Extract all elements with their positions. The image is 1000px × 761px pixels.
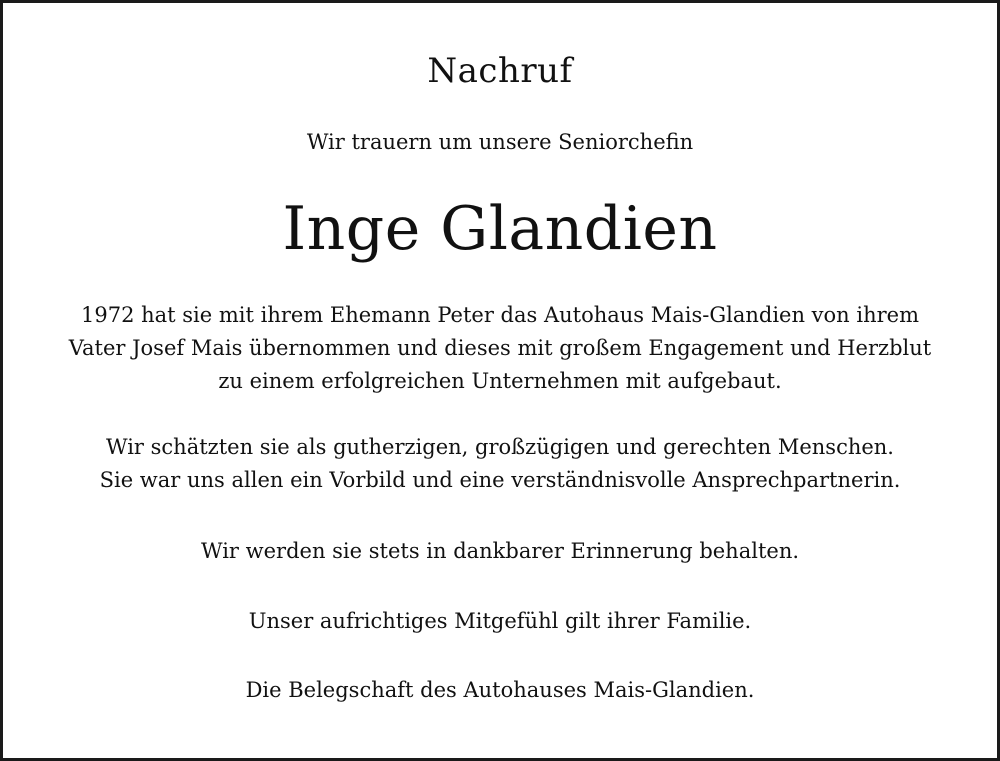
paragraph-history <box>23 299 977 398</box>
paragraph-line: 1972 hat sie mit ihrem Ehemann Peter das Autohaus Mais-Glandien von ihrem <box>80 303 920 327</box>
paragraph-line: Sie war uns allen ein Vorbild und eine verständnisvolle Ansprechpartnerin. <box>99 468 901 492</box>
paragraph-line: Wir werden sie stets in dankbarer Erinnerung behalten. <box>200 539 800 563</box>
notice-subheading: Wir trauern um unsere Seniorchefin <box>306 130 694 154</box>
signature-line: Die Belegschaft des Autohauses Mais-Glandien. <box>245 678 755 702</box>
paragraph-remembrance <box>23 535 977 568</box>
paragraph-condolence <box>23 605 977 638</box>
deceased-name: Inge Glandien <box>282 194 718 264</box>
signature <box>23 674 977 707</box>
obituary-notice <box>3 3 997 758</box>
paragraph-line: Wir schätzten sie als gutherzigen, großzügigen und gerechten Menschen. <box>106 435 894 459</box>
paragraph-tribute <box>23 431 977 497</box>
notice-heading: Nachruf <box>427 51 573 91</box>
paragraph-line: Unser aufrichtiges Mitgefühl gilt ihrer Familie. <box>248 609 752 633</box>
paragraph-line: zu einem erfolgreichen Unternehmen mit aufgebaut. <box>218 369 782 393</box>
paragraph-line: Vater Josef Mais übernommen und dieses mit großem Engagement und Herzblut <box>68 336 932 360</box>
